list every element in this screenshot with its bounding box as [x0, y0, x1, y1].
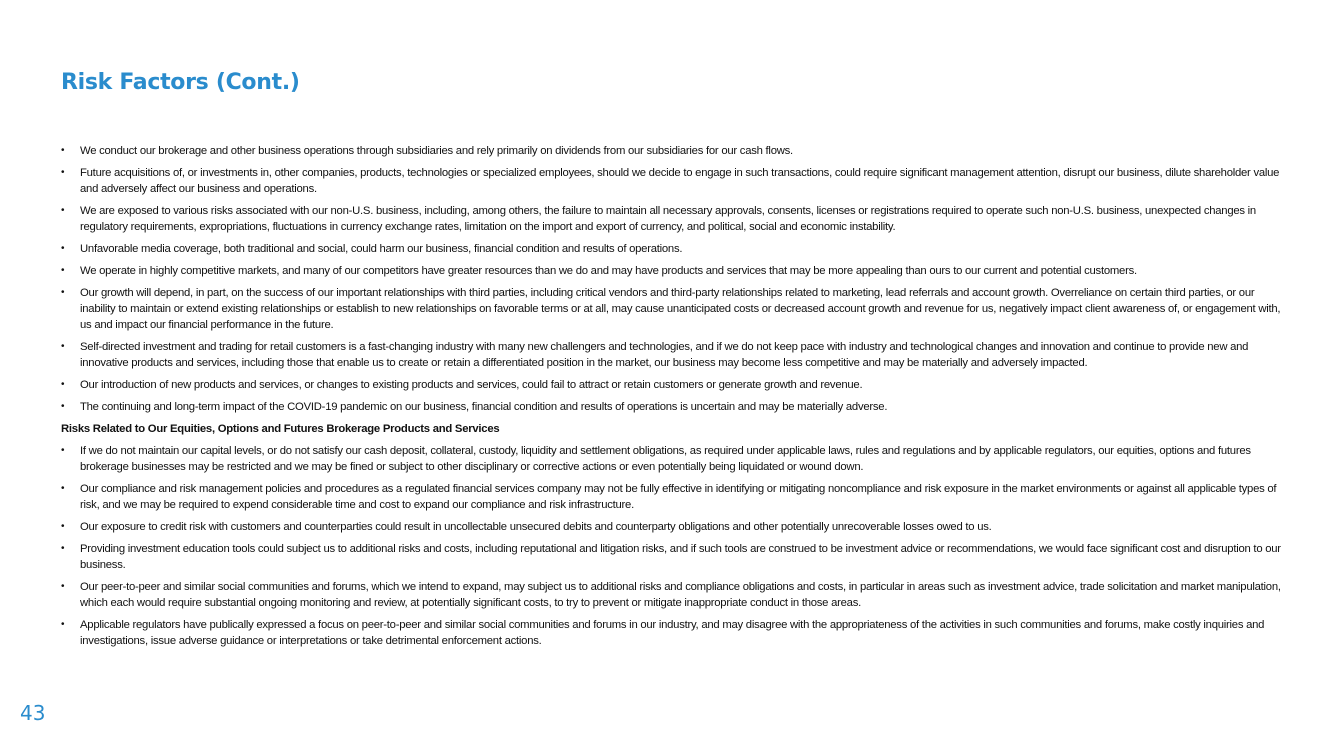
- risk-item-text: The continuing and long-term impact of the COVID-19 pandemic on our business, financial condition and results of operations is uncertain and may be materially adverse.: [80, 401, 888, 413]
- risk-item: [61, 443, 1286, 475]
- bullet-icon: •: [61, 445, 65, 456]
- risk-item-text: If we do not maintain our capital levels, or do not satisfy our cash deposit, collateral, custody, liquidity and settlement obligations, as required under applicable laws, rules and regulations and by applicable regulators, our equities, options and futures brokerage businesses may be restricted and we may be fined or subject to other disciplinary or corrective actions or even potentially being liquidated or wound down.: [80, 445, 1251, 473]
- risk-item: [61, 143, 1286, 159]
- bullet-icon: •: [61, 205, 65, 216]
- page-number: 43: [20, 701, 46, 725]
- section-heading: Risks Related to Our Equities, Options and Futures Brokerage Products and Services: [61, 423, 500, 435]
- risk-item: [61, 617, 1286, 649]
- risk-item-text: Self-directed investment and trading for retail customers is a fast-changing industry with many new challengers and technologies, and if we do not keep pace with industry and technological changes and innovation and continue to provide new and innovative products and services, including those that enable us to create or retain a differentiated position in the market, our business may become less competitive and may be materially and adversely impacted.: [80, 341, 1249, 369]
- risk-item-text: Our introduction of new products and services, or changes to existing products and services, could fail to attract or retain customers or generate growth and revenue.: [80, 379, 863, 391]
- bullet-icon: •: [61, 287, 65, 298]
- risk-list-brokerage: [61, 443, 1286, 649]
- risk-item: [61, 203, 1286, 235]
- risk-item-text: Our exposure to credit risk with customers and counterparties could result in uncollectable unsecured debits and counterparty obligations and other potentially unrecoverable losses owed to us.: [80, 521, 992, 533]
- bullet-icon: •: [61, 341, 65, 352]
- risk-item-text: Unfavorable media coverage, both traditional and social, could harm our business, financial condition and results of operations.: [80, 243, 683, 255]
- risk-item: [61, 399, 1286, 415]
- bullet-icon: •: [61, 521, 65, 532]
- risk-item: [61, 519, 1286, 535]
- risk-item-text: Applicable regulators have publically expressed a focus on peer-to-peer and similar social communities and forums in our industry, and may disagree with the appropriateness of the activities in such communities and forums, make costly inquiries and investigations, issue adverse guidance or interpretations or take detrimental enforcement actions.: [80, 619, 1265, 647]
- risk-list-general: [61, 143, 1286, 415]
- risk-item-text: Our growth will depend, in part, on the success of our important relationships with third parties, including critical vendors and third-party relationships related to marketing, lead referrals and account growth. Overreliance on certain third parties, or our inability to maintain or extend existing relationships or establish to new relationships on favorable terms or at all, may cause unanticipated costs or decreased account growth and revenue for us, negatively impact client awareness of, or engagement with, us and impact our financial performance in the future.: [80, 287, 1281, 331]
- bullet-icon: •: [61, 167, 65, 178]
- risk-item: [61, 377, 1286, 393]
- bullet-icon: •: [61, 265, 65, 276]
- risk-item: [61, 481, 1286, 513]
- risk-item: [61, 579, 1286, 611]
- bullet-icon: •: [61, 619, 65, 630]
- risk-item: [61, 285, 1286, 333]
- bullet-icon: •: [61, 145, 65, 156]
- bullet-icon: •: [61, 379, 65, 390]
- slide-title: Risk Factors (Cont.): [61, 70, 300, 95]
- risk-item: [61, 241, 1286, 257]
- risk-item: [61, 541, 1286, 573]
- risk-item: [61, 339, 1286, 371]
- risk-item-text: We conduct our brokerage and other business operations through subsidiaries and rely primarily on dividends from our subsidiaries for our cash flows.: [80, 145, 793, 157]
- risk-item-text: Providing investment education tools could subject us to additional risks and costs, including reputational and litigation risks, and if such tools are construed to be investment advice or recommendations, we would face significant cost and disruption to our business.: [80, 543, 1281, 571]
- risk-item-text: Future acquisitions of, or investments in, other companies, products, technologies or specialized employees, should we decide to engage in such transactions, could require significant management attention, disrupt our business, dilute shareholder value and adversely affect our business and operations.: [80, 167, 1280, 195]
- risk-item-text: We are exposed to various risks associated with our non-U.S. business, including, among others, the failure to maintain all necessary approvals, consents, licenses or registrations required to operate such non-U.S. business, unexpected changes in regulatory requirements, expropriations, fluctuations in currency exchange rates, limitation on the import and export of currency, and political, social and economic instability.: [80, 205, 1256, 233]
- risk-factors-content: [61, 143, 1286, 655]
- bullet-icon: •: [61, 581, 65, 592]
- bullet-icon: •: [61, 483, 65, 494]
- bullet-icon: •: [61, 243, 65, 254]
- bullet-icon: •: [61, 401, 65, 412]
- bullet-icon: •: [61, 543, 65, 554]
- risk-item: [61, 263, 1286, 279]
- risk-item-text: Our compliance and risk management policies and procedures as a regulated financial services company may not be fully effective in identifying or mitigating noncompliance and risk exposure in the market environments or against all applicable types of risk, and we may be required to expend considerable time and cost to expand our compliance and risk infrastructure.: [80, 483, 1277, 511]
- risk-item: [61, 165, 1286, 197]
- risk-item-text: Our peer-to-peer and similar social communities and forums, which we intend to expand, may subject us to additional risks and compliance obligations and costs, in particular in areas such as investment advice, trade solicitation and market manipulation, which each would require substantial ongoing monitoring and review, at potentially significant costs, to try to prevent or mitigate inappropriate conduct in those areas.: [80, 581, 1281, 609]
- risk-item-text: We operate in highly competitive markets, and many of our competitors have greater resources than we do and may have products and services that may be more appealing than ours to our current and potential customers.: [80, 265, 1137, 277]
